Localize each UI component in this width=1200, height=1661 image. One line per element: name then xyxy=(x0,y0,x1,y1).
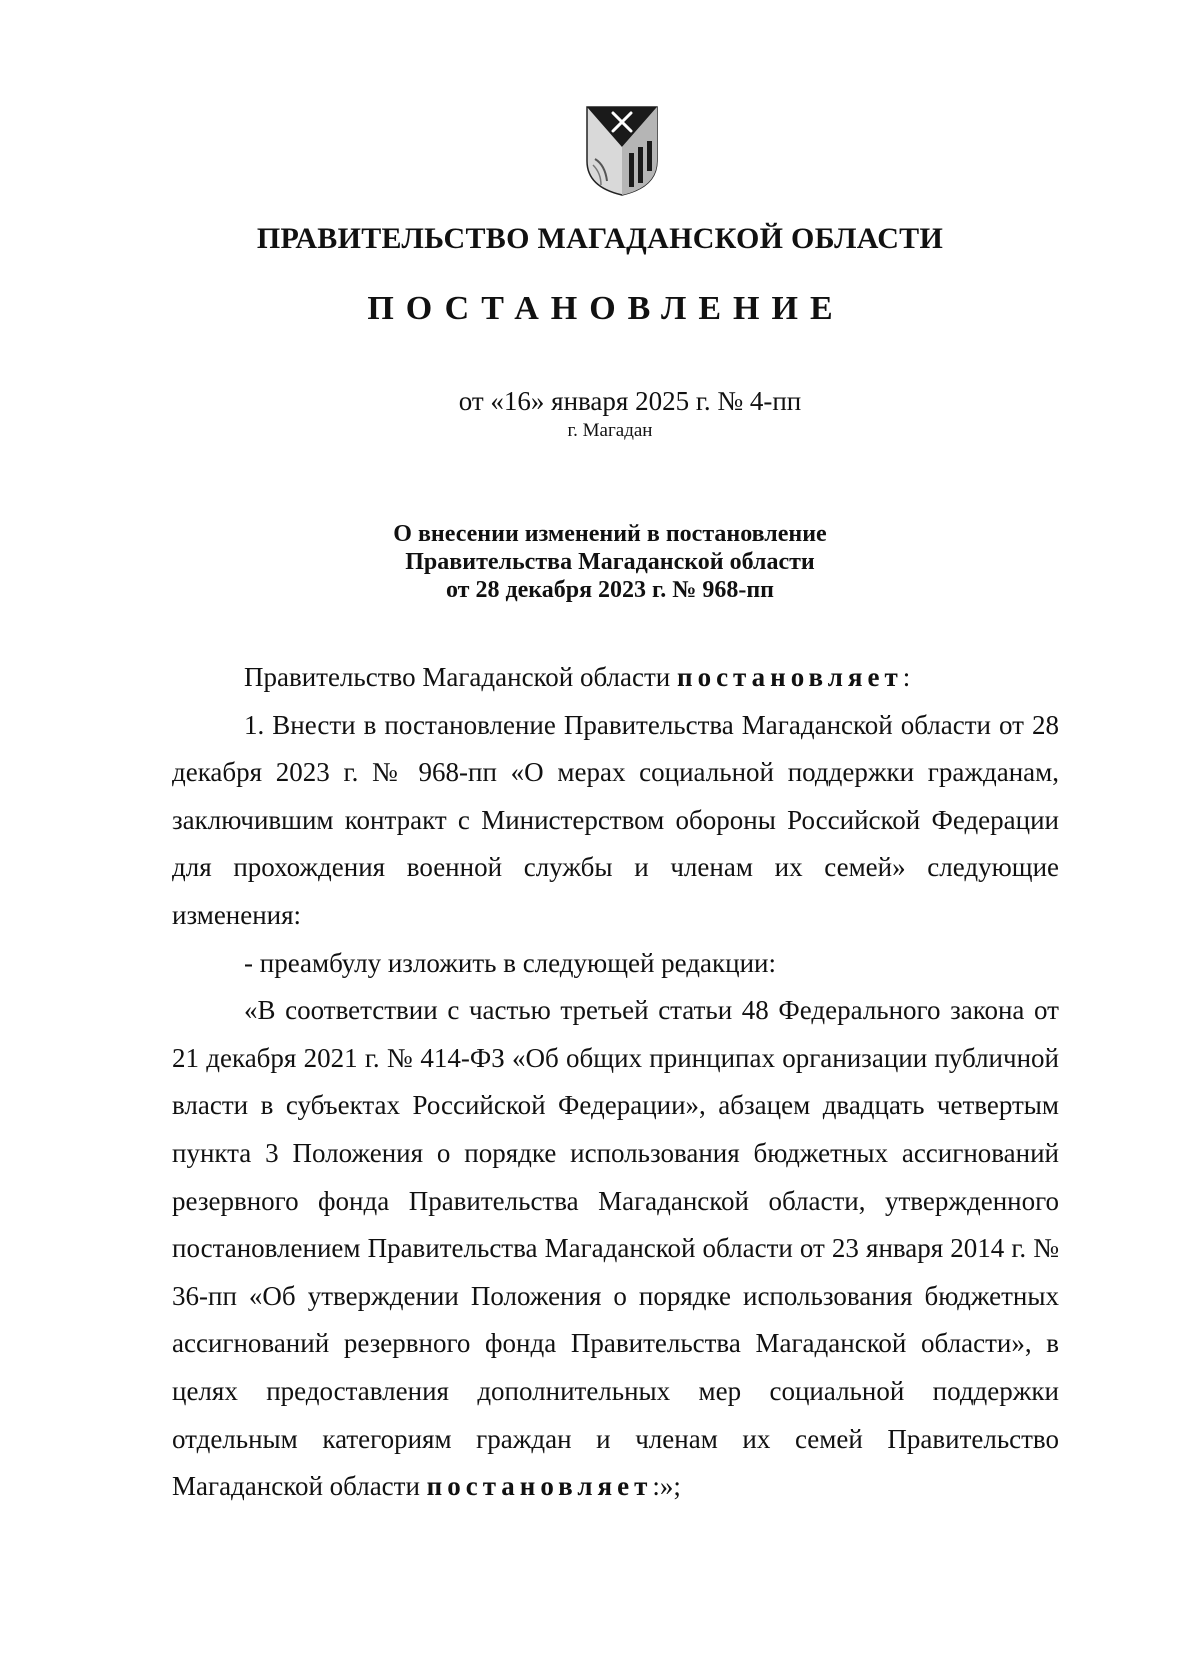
intro-text: Правительство Магаданской области xyxy=(244,662,678,692)
preamble-resolves-word: постановляет xyxy=(426,1471,653,1502)
date-and-number: от «16» января 2025 г. № 4-пп xyxy=(458,386,802,416)
subject-line-3: от 28 декабря 2023 г. № 968-пп xyxy=(445,577,775,603)
document-type-heading: ПОСТАНОВЛЕНИЕ xyxy=(367,290,845,327)
subject-line-2: Правительства Магаданской области xyxy=(405,549,815,575)
intro-colon: : xyxy=(902,662,911,692)
document-body xyxy=(172,654,1059,1511)
preamble-paragraph xyxy=(172,987,1059,1511)
item-1-paragraph: 1. Внести в постановление Правительства Магаданской области от 28 декабря 2023 г. № 968-пп «О мерах социальной поддержки гражданам, заключившим контракт с Министерством обороны Российской Федерации для прохождения военной службы и членам их семей» следующие изменения: xyxy=(172,709,1059,930)
preamble-text: «В соответствии с частью третьей статьи 48 Федерального закона от 21 декабря 2021 г. № 414-ФЗ «Об общих принципах организации публичной власти в субъектах Российской Федерации», абзацем двадцать четвертым пункта 3 Положения о порядке использования бюджетных ассигнований резервного фонда Правительства Магаданской области, утвержденного постановлением Правительства Магаданской области от 23 января 2014 г. № 36-пп «Об утверждении Положения о порядке использования бюджетных ассигнований резервного фонда Правительства Магаданской области», в целях предоставления дополнительных мер социальной поддержки отдельным категориям граждан и членам их семей Правительство Магаданской области xyxy=(172,995,1059,1502)
city-label: г. Магадан xyxy=(567,420,653,441)
preamble-ending: :»; xyxy=(652,1471,681,1502)
resolves-word: постановляет xyxy=(677,662,903,692)
intro-paragraph xyxy=(172,654,1059,702)
magadan-region-coat-of-arms-icon xyxy=(583,103,661,198)
subject-line-1: О внесении изменений в постановление xyxy=(393,521,827,547)
document-subject xyxy=(0,520,1200,604)
government-title: ПРАВИТЕЛЬСТВО МАГАДАНСКОЙ ОБЛАСТИ xyxy=(256,222,944,255)
preamble-instruction: - преамбулу изложить в следующей редакции: xyxy=(244,947,776,978)
